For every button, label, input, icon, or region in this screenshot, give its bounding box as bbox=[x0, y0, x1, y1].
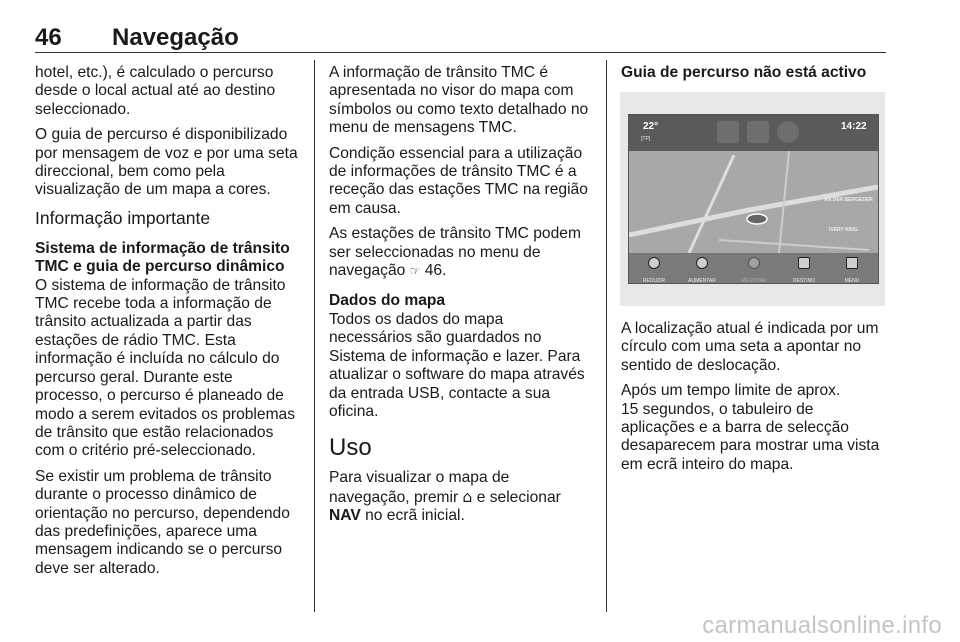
text-line: com o critério pré-seleccionado. bbox=[35, 442, 257, 460]
text-line bbox=[329, 488, 599, 507]
text-line: atualizar o software do mapa através bbox=[329, 366, 585, 384]
text-line: modo a serem evitados os problemas bbox=[35, 405, 296, 423]
text-line: visualização de um mapa a cores. bbox=[35, 181, 271, 199]
text-fragment: e selecionar bbox=[472, 488, 561, 506]
text-line: O sistema de informação de trânsito bbox=[35, 276, 286, 294]
paragraph bbox=[35, 468, 305, 578]
app-tray bbox=[629, 115, 878, 151]
menu-icon bbox=[846, 257, 858, 269]
text-line bbox=[329, 507, 599, 525]
text-line: As estações de trânsito TMC podem bbox=[329, 225, 581, 243]
column-3 bbox=[621, 64, 891, 82]
text-line: Após um tempo limite de aprox. bbox=[621, 382, 841, 400]
text-line: O guia de percurso é disponibilizado bbox=[35, 126, 288, 144]
page-header bbox=[0, 0, 960, 56]
watermark: carmanualsonline.info bbox=[702, 612, 942, 639]
subheading: Guia de percurso não está activo bbox=[621, 64, 867, 81]
text-line: mensagem indicando se o percurso bbox=[35, 541, 283, 559]
text-line: hotel, etc.), é calculado o percurso bbox=[35, 64, 274, 81]
text-line: receção das estações TMC na região bbox=[329, 181, 588, 199]
text-line: Condição essencial para a utilização bbox=[329, 144, 583, 162]
text-line: TMC recebe toda a informação de bbox=[35, 295, 272, 313]
tp-indicator: [TP] bbox=[641, 136, 651, 142]
destination-button[interactable] bbox=[789, 257, 819, 284]
text-line: trânsito actualizada a partir das bbox=[35, 313, 252, 331]
text-line: em causa. bbox=[329, 199, 401, 217]
text-line: A localização atual é indicada por um bbox=[621, 320, 879, 337]
column-2 bbox=[329, 64, 599, 533]
softkey-bar bbox=[629, 253, 878, 283]
text-line: por mensagem de voz e por uma seta bbox=[35, 144, 298, 162]
text-fragment: navegação bbox=[329, 262, 410, 280]
softkey-label: REDUZIR bbox=[642, 278, 666, 284]
text-line: processo, o percurso é planeado de bbox=[35, 387, 284, 405]
text-line: Para visualizar o mapa de bbox=[329, 469, 510, 487]
text-line: de trânsito que estão relacionados bbox=[35, 423, 274, 441]
text-line: Todos os dados do mapa bbox=[329, 310, 504, 328]
register-button[interactable] bbox=[739, 257, 769, 284]
text-line: Sistema de informação e lazer. Para bbox=[329, 347, 581, 365]
text-fragment: no ecrã inicial. bbox=[360, 507, 465, 525]
paragraph bbox=[35, 277, 305, 461]
page-footer bbox=[0, 612, 960, 642]
text-line: seleccionado. bbox=[35, 100, 131, 118]
text-line: TMC e guia de percurso dinâmico bbox=[35, 258, 285, 276]
paragraph bbox=[329, 145, 599, 219]
text-line: A informação de trânsito TMC é bbox=[329, 64, 548, 81]
page-number: 46 bbox=[35, 24, 62, 51]
navigation-screen-figure bbox=[620, 92, 885, 306]
softkey-label: AUMENTAR bbox=[688, 278, 716, 284]
page-reference: 46. bbox=[424, 262, 447, 280]
text-line: orientação no percurso, dependendo bbox=[35, 504, 290, 522]
column-divider-1 bbox=[314, 60, 315, 612]
subheading bbox=[35, 240, 305, 277]
text-line: desaparecem para mostrar uma vista bbox=[621, 437, 880, 455]
text-line: menu de mensagens TMC. bbox=[329, 119, 517, 137]
text-line: da entrada USB, contacte a sua bbox=[329, 384, 551, 402]
softkey-label: REGISTAR bbox=[741, 278, 767, 284]
street-label: AN DER BERGEDER bbox=[824, 197, 873, 203]
nav-app-icon[interactable] bbox=[777, 121, 799, 143]
text-line: desde o local actual até ao destino bbox=[35, 82, 276, 100]
text-line: das predefinições, aparece uma bbox=[35, 522, 257, 540]
map-screen bbox=[628, 114, 879, 284]
position-marker-icon bbox=[747, 214, 767, 224]
register-icon bbox=[748, 257, 760, 269]
text-line: Se existir um problema de trânsito bbox=[35, 467, 272, 485]
paragraph bbox=[621, 382, 891, 474]
text-line: necessários são guardados no bbox=[329, 329, 542, 347]
header-divider bbox=[35, 52, 886, 53]
arrow-reference-icon: ☞ bbox=[409, 264, 421, 279]
street-label: IVERY RING bbox=[829, 227, 858, 233]
text-line: Sistema de informação de trânsito bbox=[35, 239, 290, 257]
text-line: durante o processo dinâmico de bbox=[35, 486, 257, 504]
text-line: sentido de deslocação. bbox=[621, 356, 781, 374]
zoom-in-icon bbox=[696, 257, 708, 269]
paragraph bbox=[329, 64, 599, 138]
text-line: oficina. bbox=[329, 402, 379, 420]
text-line: 15 segundos, o tabuleiro de bbox=[621, 400, 814, 418]
text-line: ser seleccionadas no menu de bbox=[329, 243, 541, 261]
text-fragment: navegação, premir bbox=[329, 488, 463, 506]
text-line: percurso geral. Durante este bbox=[35, 368, 233, 386]
temperature: 22° bbox=[643, 121, 659, 132]
softkey-label: MENU bbox=[844, 278, 860, 284]
phone-icon[interactable] bbox=[747, 121, 769, 143]
music-icon[interactable] bbox=[717, 121, 739, 143]
menu-button[interactable] bbox=[837, 257, 867, 284]
text-fragment: NAV bbox=[329, 507, 361, 525]
text-line: informação é incluída no cálculo do bbox=[35, 350, 280, 368]
text-line: aplicações e a barra de selecção bbox=[621, 419, 849, 437]
page-title: Navegação bbox=[112, 24, 239, 51]
paragraph bbox=[35, 126, 305, 200]
section-heading: Informação importante bbox=[35, 207, 211, 228]
text-line: em ecrã inteiro do mapa. bbox=[621, 455, 794, 473]
paragraph bbox=[329, 225, 599, 280]
text-line bbox=[329, 262, 599, 280]
paragraph bbox=[621, 320, 891, 375]
softkey-label: DESTINO bbox=[792, 278, 816, 284]
text-line: de informações de trânsito TMC é a bbox=[329, 163, 577, 181]
column-3-body bbox=[621, 320, 891, 481]
destination-search-icon bbox=[798, 257, 810, 269]
paragraph bbox=[35, 64, 305, 119]
text-line: símbolos ou como texto detalhado no bbox=[329, 100, 589, 118]
text-line: círculo com uma seta a apontar no bbox=[621, 338, 862, 356]
text-line: apresentada no visor do mapa com bbox=[329, 82, 574, 100]
column-1 bbox=[35, 64, 305, 585]
subheading: Dados do mapa bbox=[329, 292, 446, 310]
zoom-out-button[interactable] bbox=[639, 257, 669, 284]
paragraph bbox=[329, 292, 599, 421]
section-heading: Uso bbox=[329, 434, 372, 462]
text-line: deve ser alterado. bbox=[35, 559, 160, 577]
paragraph bbox=[329, 469, 599, 525]
clock: 14:22 bbox=[841, 121, 867, 132]
zoom-in-button[interactable] bbox=[687, 257, 717, 284]
home-navigation-icon: ⌂ bbox=[462, 487, 473, 506]
zoom-out-icon bbox=[648, 257, 660, 269]
text-line: estações de rádio TMC. Esta bbox=[35, 331, 236, 349]
text-line: direccional, bem como pela bbox=[35, 163, 225, 181]
column-divider-2 bbox=[606, 60, 607, 612]
